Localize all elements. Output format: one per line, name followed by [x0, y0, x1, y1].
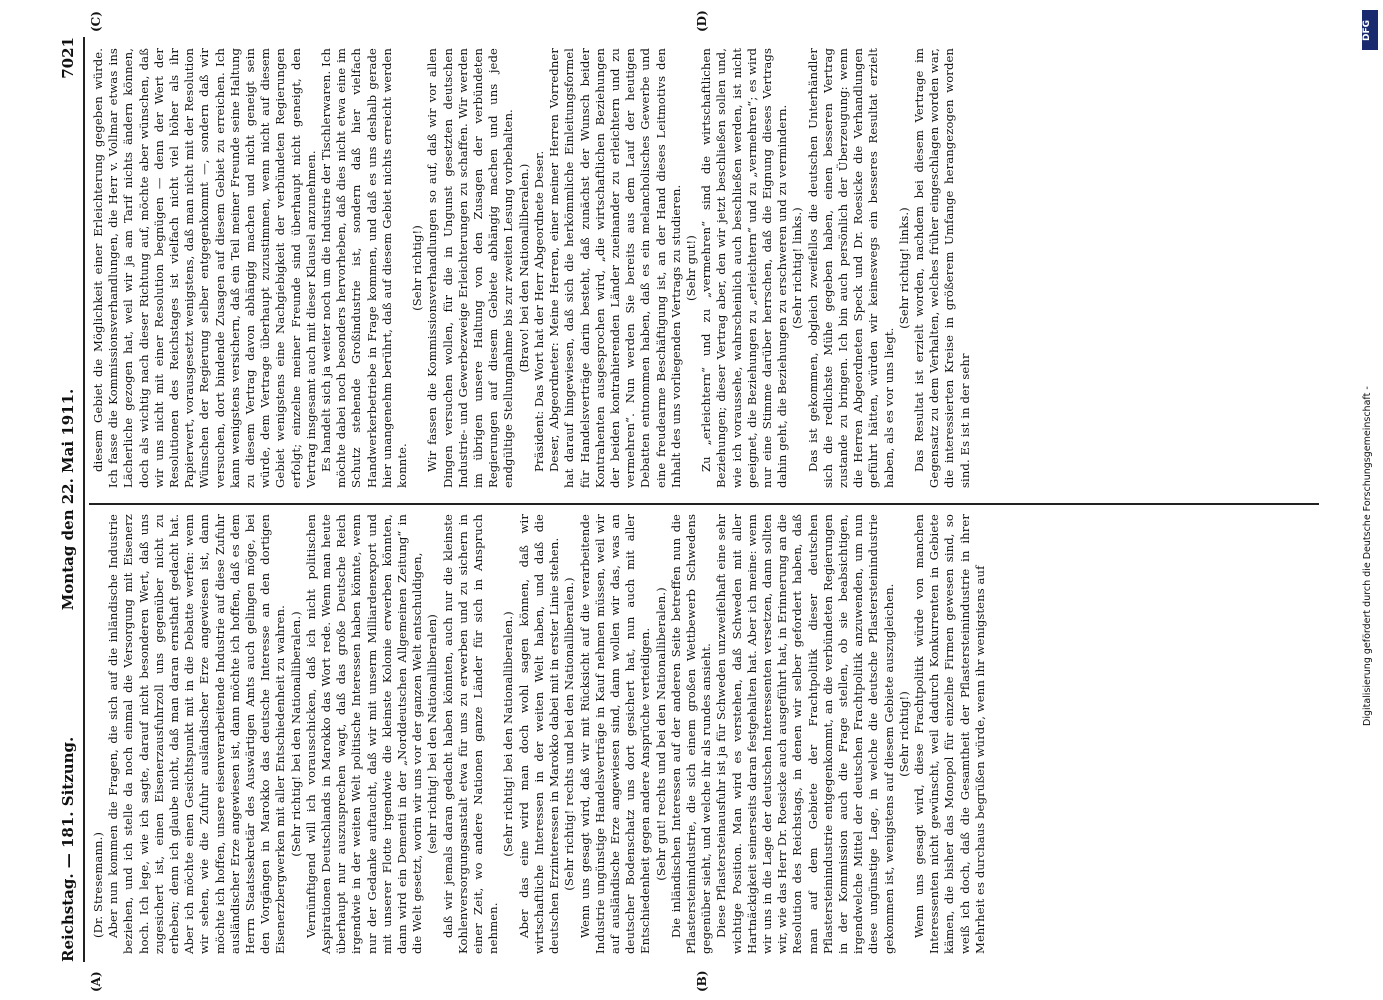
paragraph: Wenn uns gesagt wird, diese Frachtpolitik würde von manchen Interessenten nicht gewünscht, weil dadurch Konkurrenten in Gebiete kämen, die bisher das Monopol für einzelne Firmen gewesen sind, so weiß ich doch, daß die Gesamtheit der Pflastersteinindustrie in ihrer Mehrheit es durchaus begrüßen würde, wenn ihr wenigstens auf: [911, 514, 987, 954]
paragraph: Die inländischen Interessen auf der anderen Seite betreffen nun die Pflastersteinindustrie, die sich einem großen Wettbewerb Schwedens gegenüber sieht, und welche ihr als rundes ansieht.: [668, 514, 714, 954]
interjection: (Sehr gut!): [683, 235, 698, 301]
interjection: (Sehr richtig! links.): [790, 207, 805, 329]
marker-c: (C): [89, 11, 103, 32]
paragraph: Das Resultat ist erzielt worden, nachdem bei diesem Vertrage im Gegensatz zu dem Verhalten, welches früher eingeschlagen worden war, die interessierten Kreise in größerem Umfange herangezogen worden sind. Es ist in der sehr: [911, 48, 972, 488]
paragraph: Es handelt sich ja weiter noch um die Industrie der Tischlerwaren. Ich möchte dabei noch besonders hervorheben, daß dies nicht etwa eine im Schutz stehende Großindustrie ist, sondern daß hier vielfach Handwerkerbetriebe in Frage kommen, und daß es uns deshalb gerade hier unangenehm berührt, daß auf diesem Gebiet nichts erreicht werden konnte.: [319, 48, 410, 488]
paragraph: (Dr. Stresemann.): [91, 831, 105, 938]
interjection: (Sehr richtig!): [896, 691, 911, 777]
paragraph: daß wir jemals daran gedacht haben könnten, auch nur die kleinste Kohlenversorgungsanstalt etwa für uns zu erwerben und zu sichern in einer Zeit, wo andere Nationen ganze Länder für sich in Anspruch nehmen.: [440, 514, 501, 954]
interjection: (Sehr richtig! links.): [896, 207, 911, 329]
interjection: (Sehr richtig! bei den Nationalliberalen.): [501, 611, 516, 857]
dfg-logo: DFG: [1362, 10, 1378, 50]
paragraph: Wenn uns gesagt wird, daß wir mit Rücksicht auf die verarbeitende Industrie ungünstige Handelsverträge in Kauf nehmen müssen, weil wir auf ausländische Erze angewiesen sind, dann wollen wir das, was an deutscher Bodenschatz uns dort gesichert hat, nun auch mit aller Entschiedenheit gegen andere Ansprüche verteidigen.: [577, 514, 653, 954]
paragraph: Deser, Abgeordneter: Meine Herren, einer meiner Herren Vorredner hat darauf hingewiesen, daß sich die herkömmliche Einleitungsformel für Handelsverträge darin besteht, daß zunächst der Wunsch beider Kontrahenten ausgesprochen wird, „die wirtschaftlichen Beziehungen der beiden kontrahierenden Länder zueinander zu erleichtern und zu vermehren“. Nun werden Sie bereits aus dem Lauf der heutigen Debatten entnommen haben, daß es ein melancholisches Gewerbe und eine freudearme Beschäftigung ist, an der Hand dieses Leitmotivs den Inhalt des uns vorliegenden Vertrags zu studieren.: [547, 48, 683, 488]
page-header: [55, 37, 81, 962]
paragraph: Aber nun kommen die Fragen, die sich auf die inländische Industrie beziehen, und ich stelle da noch einmal die Versorgung mit Eisenerz hoch. Ich lege, wie ich sagte, darauf nicht besonderen Wert, daß uns zugesichert ist, einen Eisenerzausfuhrzoll uns gegenüber nicht zu erheben; denn ich glaube nicht, daß man daran ernsthaft gedacht hat. Aber ich möchte einen Gesichtspunkt mit in die Debatte werfen: wenn wir sehen, wie die Zufuhr ausländischer Erze angewiesen ist, dann möchte ich hoffen, unsere eisenverarbeitende Industrie auf diese Zufuhr ausländischer Erze angewiesen ist, dann möchte ich hoffen, daß es dem Herrn Staatssekretär des Auswärtigen Amts auch gelingen möge, bei den Vorgängen in Marokko das deutsche Interesse an den dortigen Eisenerzbergwerken mit aller Entschiedenheit zu wahren.: [106, 514, 288, 954]
paragraph: Präsident: Das Wort hat der Herr Abgeordnete Deser.: [531, 150, 546, 472]
right-column: [91, 48, 973, 488]
paragraph: Zu „erleichtern“ und zu „vermehren“ sind die wirtschaftlichen Beziehungen; dieser Vertrag aber, den wir jetzt beschließen sollen und, wie ich voraussehe, wahrscheinlich auch beschließen werden, ist nicht geeignet, die Beziehungen zu „erleichtern“ und zu „vermehren“; es wird nur eine Stimme darüber herrschen, daß die Eignung dieses Vertrags dahin geht, die Beziehungen zu erschweren und zu vermindern.: [699, 48, 790, 488]
interjection: (Sehr gut! rechts und bei den Nationalliberalen.): [653, 587, 668, 881]
digitization-credit: [1361, 8, 1379, 728]
marker-a: (A): [89, 971, 103, 992]
interjection: (Sehr richtig! rechts und bei den Nationalliberalen.): [562, 577, 577, 891]
header-rule: [83, 37, 85, 962]
page-number: 7021: [59, 37, 77, 79]
interjection: (sehr richtig! bei den Nationalliberalen): [425, 614, 440, 854]
interjection: (Bravo! bei den Nationalliberalen.): [516, 163, 531, 373]
paragraph: Vernünftigend will ich vorausschicken, daß ich nicht politischen Aspirationen Deutschlands in Marokko das Wort rede. Wenn man heute überhaupt nur auszusprechen wagt, daß das große Deutsche Reich irgendwie in der weiten Welt politische Interessen haben könnte, wenn nur der Gedanke auftaucht, daß wir mit unserm Milliardenexport und mit unserer Flotte irgendwie die kleinste Kolonie erwerben könnten, dann wird ein Dementi in der „Norddeutschen Allgemeinen Zeitung“ in die Welt gesetzt, worin wir uns vor der ganzen Welt entschuldigen,: [303, 514, 425, 954]
marker-b: (B): [695, 970, 709, 992]
paragraph: diesem Gebiet die Möglichkeit einer Erleichterung gegeben würde. Ich fasse die Kommissionsverhandlungen, die Herr v. Vollmar etwas ins Lächerliche gezogen hat, weil wir ja am Tarif nichts ändern können, doch als wichtig nach dieser Richtung auf, möchte aber wünschen, daß wir uns nicht mit einer Resolution begnügen — denn der Wert der Resolutionen des Reichstages ist vielfach nicht viel höher als ihr Papierwert, vorausgesetzt wenigstens, daß man nicht mit der Resolution Wünschen der Regierung selber entgegenkommt —, sondern daß wir versuchen, dort bindende Zusagen auf diesem Gebiet zu erreichen. Ich kann wenigstens versichern, daß ein Teil meiner Freunde seine Haltung zu diesem Vertrag davon abhängig machen und nicht geneigt sein würde, dem Vertrage überhaupt zuzustimmen, wenn nicht auf diesem Gebiet wenigstens eine Nachgiebigkeit der verbündeten Regierungen erfolgt; einzelne meiner Freunde sind überhaupt nicht geneigt, den Vertrag insgesamt auch mit dieser Klausel anzunehmen.: [91, 48, 318, 488]
rotated-page-content: [55, 10, 1325, 992]
paragraph: Wir fassen die Kommissionsverhandlungen so auf, daß wir vor allen Dingen versuchen wollen, für die in Ungunst gesetzten deutschen Industrie- und Gewerbezweige Erleichterungen zu schaffen. Wir werden im übrigen unsere Haltung von den Zusagen der verbündeten Regierungen auf diesem Gebiete abhängig machen und uns jede endgültige Stellungnahme bis zur zweiten Lesung vorbehalten.: [425, 48, 516, 488]
header-left: Reichstag. — 181. Sitzung.: [59, 736, 77, 962]
header-date: Montag den 22. Mai 1911.: [59, 388, 77, 611]
marker-d: (D): [695, 10, 709, 32]
left-column: [91, 514, 988, 954]
interjection: (Sehr richtig!): [410, 225, 425, 311]
column-divider: [89, 503, 1319, 505]
credit-text: Digitalisierung gefördert durch die Deutsche Forschungsgemeinschaft -: [1362, 386, 1373, 726]
paragraph: Das ist gekommen, obgleich zweifellos die deutschen Unterhändler sich die redlichste Mühe gegeben haben, einen besseren Vertrag zustande zu bringen. Ich bin auch persönlich der Überzeugung: wenn die Herren Abgeordneten Speck und Dr. Roesicke die Verhandlungen geführt hätten, würden wir keineswegs ein besseres Resultat erzielt haben, als es vor uns liegt.: [805, 48, 896, 488]
interjection: (Sehr richtig! bei den Nationalliberalen.): [288, 611, 303, 857]
paragraph: Diese Pflastersteinausfuhr ist ja für Schweden unzweifelhaft eine sehr wichtige Position. Man wird es verstehen, daß Schweden mit aller Hartnäckigkeit seinerseits daran festgehalten hat. Aber ich meine: wenn wir uns in die Lage der deutschen Interessenten versetzen, dann sollten wir, wie das Herr Dr. Roesicke auch ausgeführt hat, in Erinnerung an die Resolution des Reichstags, in denen wir selber gefordert haben, daß man auf dem Gebiete der Frachtpolitik dieser deutschen Pflastersteinindustrie entgegenkommt, an die verbündeten Regierungen in der Kommission auch die Frage stellen, ob sie beabsichtigen, irgendwelche Mittel der deutschen Frachtpolitik anzuwenden, um nun diese ungünstige Lage, in welche die deutsche Pflastersteinindustrie gekommen ist, wenigstens auf diesem Gebiete auszugleichen.: [714, 514, 896, 954]
paragraph: Aber das eine wird man doch wohl sagen können, daß wir wirtschaftliche Interessen in der weiten Welt haben, und daß die deutschen Erzinteressen in Marokko dabei mit in erster Linie stehen.: [516, 514, 562, 954]
